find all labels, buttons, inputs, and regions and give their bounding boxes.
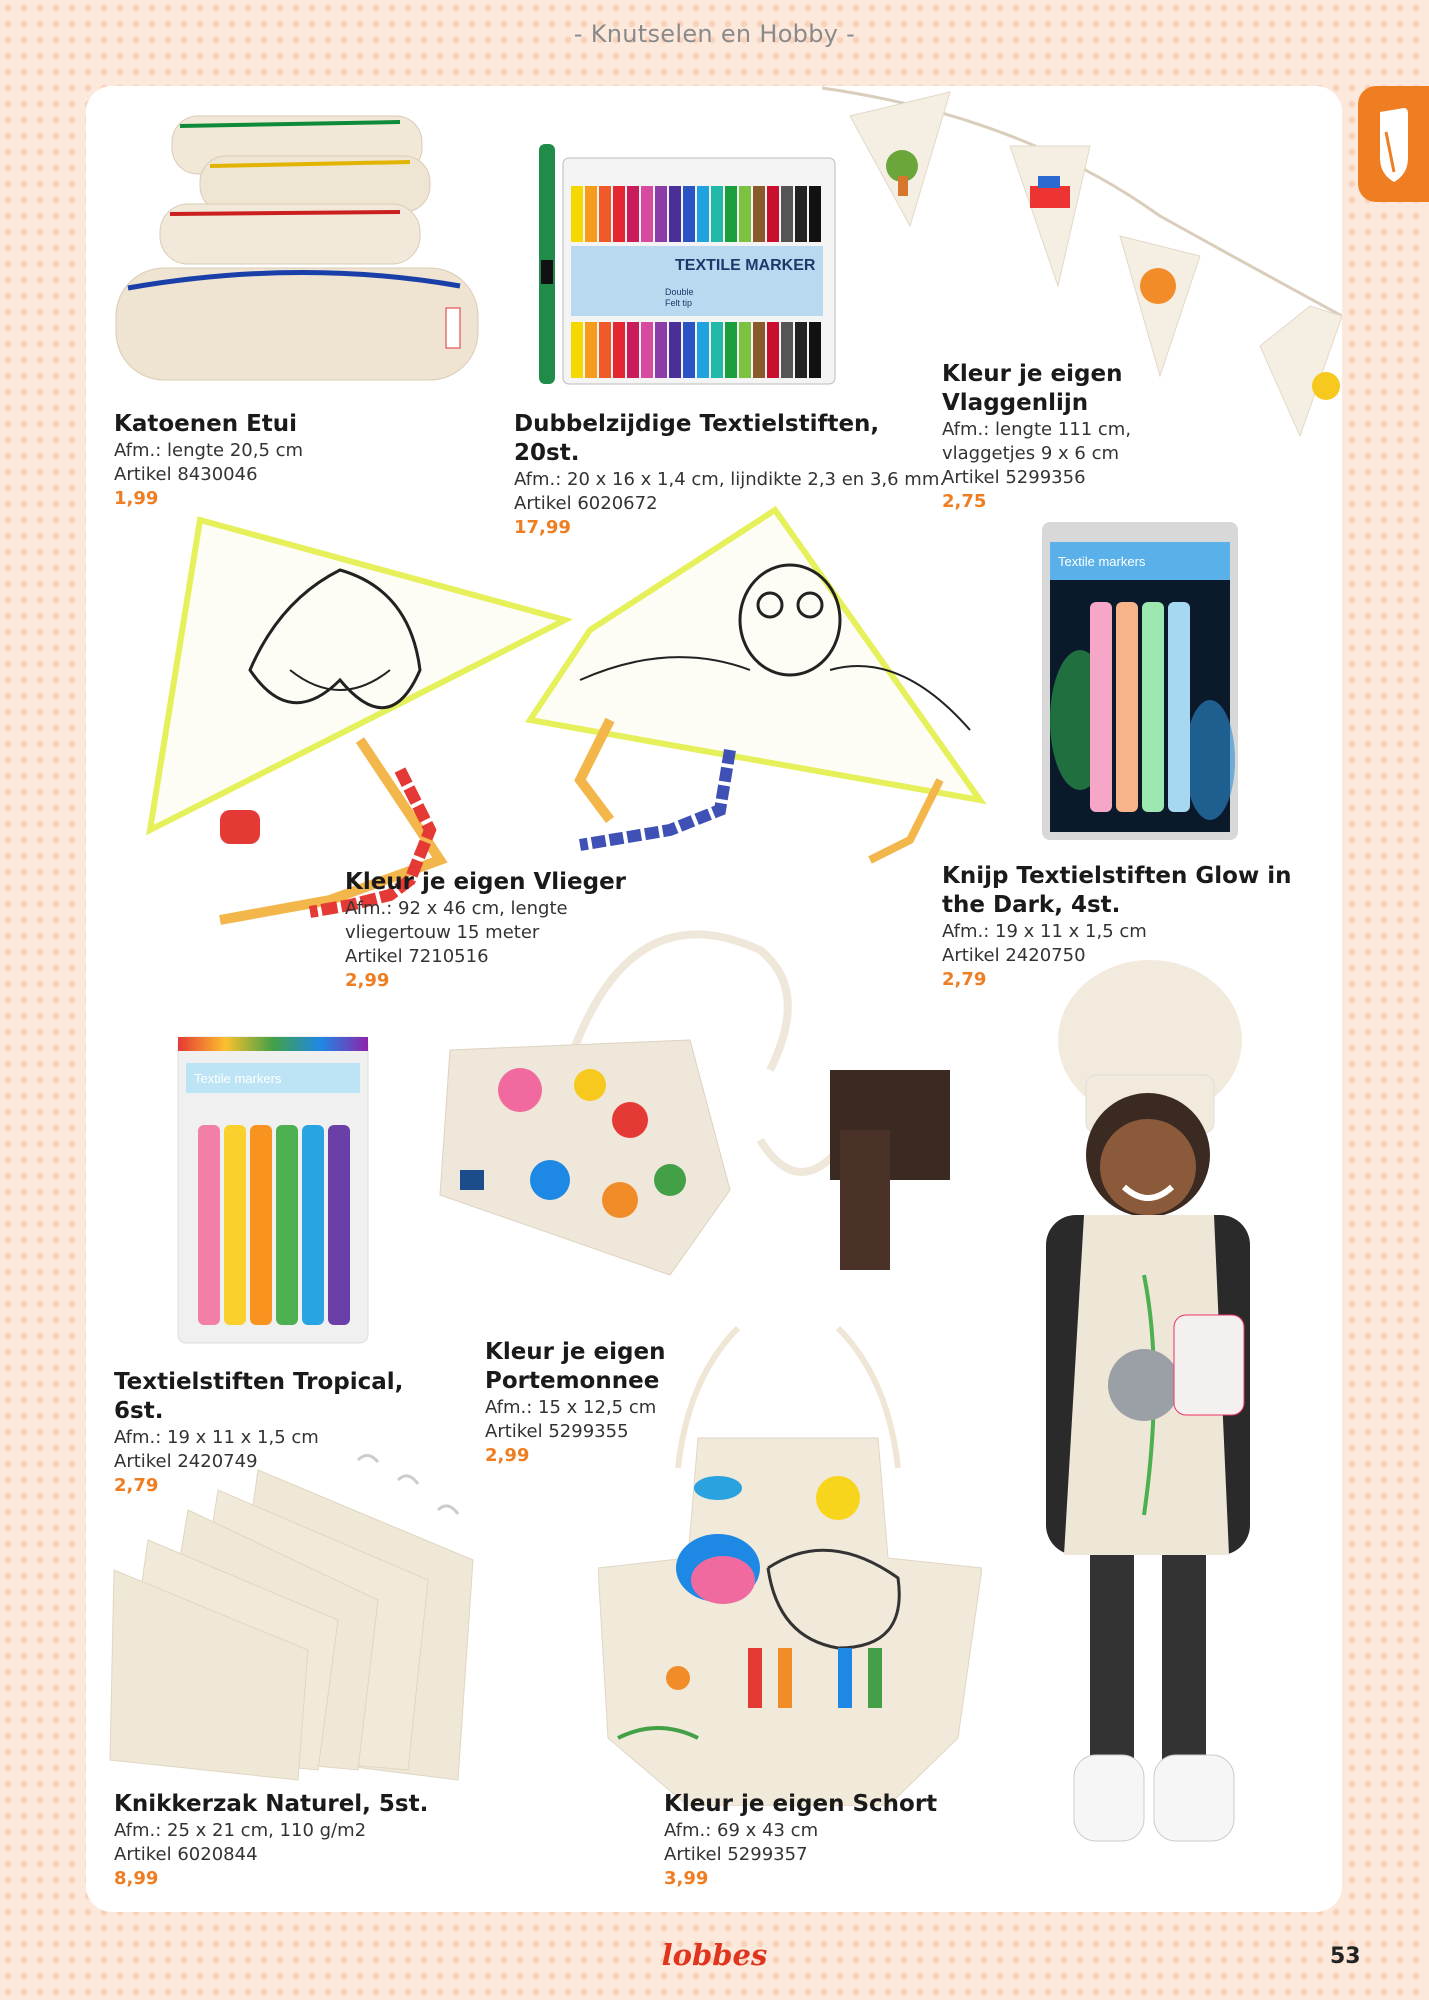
product-price: 1,99 [114,488,159,509]
product-price: 17,99 [514,517,571,538]
product-dimensions: Afm.: 15 x 12,5 cm [485,1397,657,1418]
product-portemonnee[interactable] [485,1338,685,1468]
product-name: Kleur je eigen Schort [664,1791,938,1817]
product-knikkerzak[interactable] [114,1790,454,1891]
product-dimensions: Afm.: 92 x 46 cm, lengte [345,898,568,919]
product-dimensions-line: vliegertouw 15 meter [345,922,540,943]
product-name: Knijp Textielstiften Glow in the Dark, 4st. [942,863,1292,918]
product-price: 2,79 [942,969,987,990]
textile-marker-pack-image [535,140,845,390]
product-article: Artikel 2420750 [942,945,1086,966]
product-article: Artikel 6020844 [114,1844,258,1865]
product-dimensions: Afm.: 19 x 11 x 1,5 cm [942,921,1147,942]
product-dimensions: Afm.: 19 x 11 x 1,5 cm [114,1427,319,1448]
product-katoenen-etui[interactable] [114,410,474,511]
product-article: Artikel 5299355 [485,1421,629,1442]
product-price: 2,99 [485,1445,530,1466]
product-article: Artikel 6020672 [514,493,658,514]
product-name: Knikkerzak Naturel, 5st. [114,1791,429,1817]
svg-text:TEXTILE MARKER: TEXTILE MARKER [675,257,816,274]
tropical-markers-image [176,1035,370,1345]
product-dubbelzijdige-textielstiften[interactable] [514,410,946,540]
brand-logo: lobbes [661,1938,768,1972]
product-vlaggenlijn[interactable] [942,360,1162,514]
svg-text:Double: Double [665,287,694,297]
category-tab[interactable] [1358,86,1429,202]
section-title: - Knutselen en Hobby - [573,20,856,48]
page-number: 53 [1330,1944,1361,1969]
product-name: Kleur je eigen Vlieger [345,869,627,895]
product-article: Artikel 2420749 [114,1451,258,1472]
product-name: Kleur je eigen Portemonnee [485,1339,666,1394]
chef-child-image [1024,955,1270,1855]
product-name: Katoenen Etui [114,411,298,437]
pencil-cases-image [110,108,480,398]
product-glow-textielstiften[interactable] [942,862,1312,992]
product-price: 8,99 [114,1868,159,1889]
product-name: Dubbelzijdige Textielstiften, 20st. [514,411,880,466]
product-price: 2,79 [114,1475,159,1496]
product-price: 3,99 [664,1868,709,1889]
product-dimensions: Afm.: lengte 20,5 cm [114,440,304,461]
product-article: Artikel 8430046 [114,464,258,485]
marble-bags-image [108,1450,488,1790]
product-textielstiften-tropical[interactable] [114,1368,444,1498]
product-dimensions: Afm.: 25 x 21 cm, 110 g/m2 [114,1820,367,1841]
glow-markers-image [1040,520,1240,842]
product-vlieger[interactable] [345,868,635,993]
product-dimensions: Afm.: 20 x 16 x 1,4 cm, lijndikte 2,3 en 3,6 mm. [514,469,946,490]
product-dimensions-flags: vlaggetjes 9 x 6 cm [942,443,1119,464]
product-price: 2,75 [942,491,987,512]
product-article: Artikel 5299357 [664,1844,808,1865]
product-name: Textielstiften Tropical, 6st. [114,1369,404,1424]
product-dimensions: Afm.: lengte 111 cm, [942,419,1132,440]
product-name: Kleur je eigen Vlaggenlijn [942,361,1123,416]
product-article: Artikel 7210516 [345,946,489,967]
product-price: 2,99 [345,970,390,991]
svg-text:Textile markers: Textile markers [194,1071,282,1086]
product-article: Artikel 5299356 [942,467,1086,488]
product-dimensions: Afm.: 69 x 43 cm [664,1820,819,1841]
svg-text:Textile markers: Textile markers [1058,554,1146,569]
pencil-icon [1372,102,1416,186]
product-schort[interactable] [664,1790,964,1891]
svg-text:Felt tip: Felt tip [665,298,693,308]
